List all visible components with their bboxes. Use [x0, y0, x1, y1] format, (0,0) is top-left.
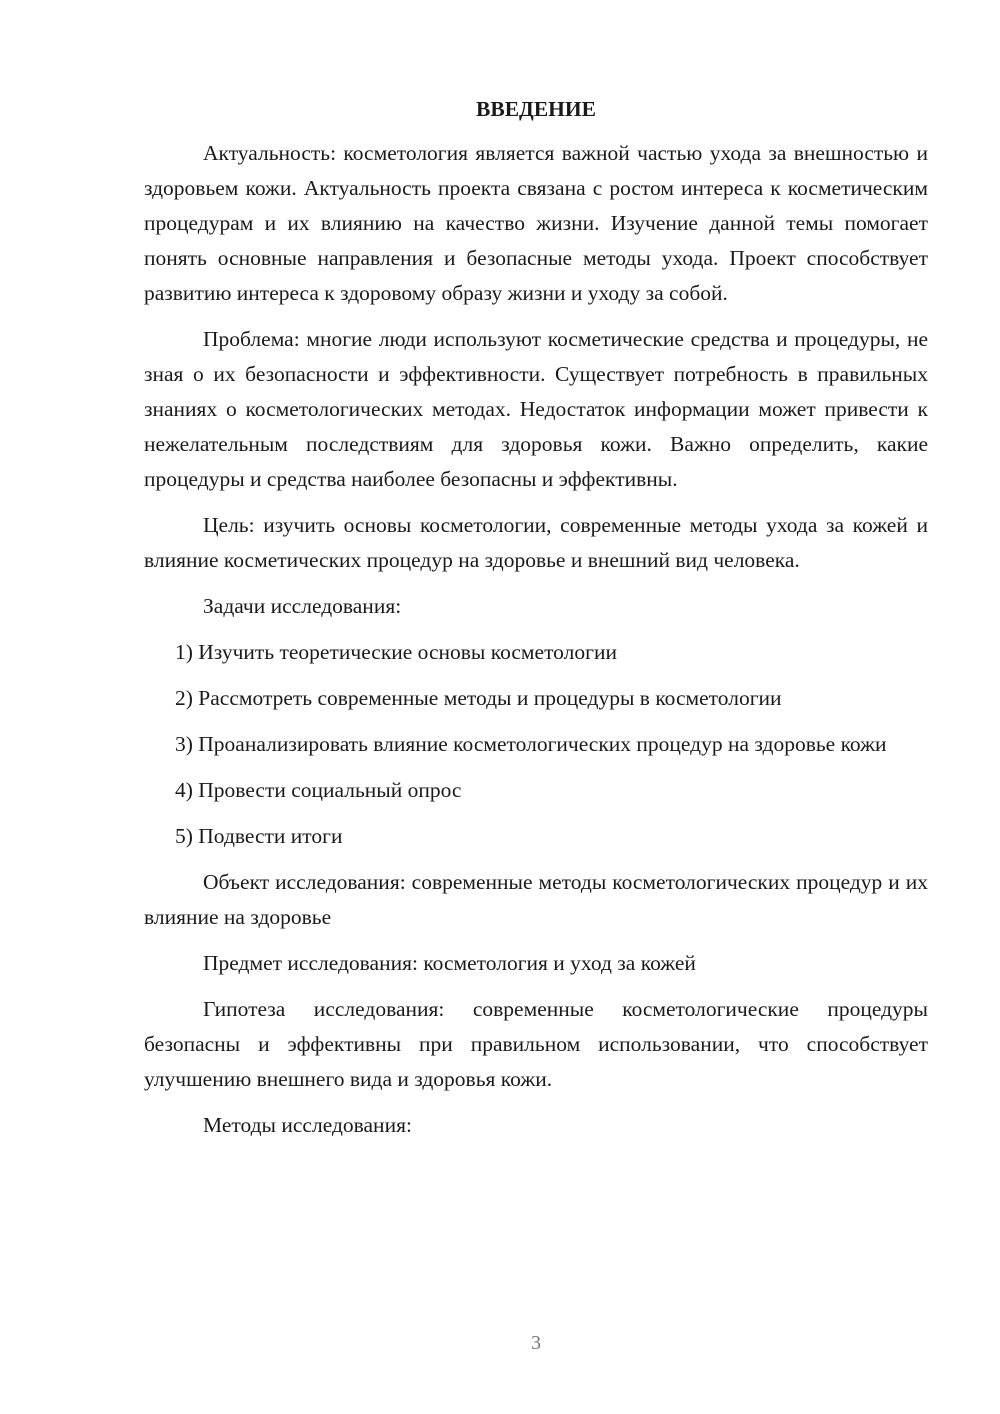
methods-heading: Методы исследования: — [203, 1113, 412, 1137]
relevance-paragraph: Актуальность: косметология является важной частью ухода за внешностью и здоровьем кожи. Актуальность проекта связана с ростом интереса к косметическим процедурам и их влиянию на качество жизни. Изучение данной темы помогает понять основные направления и безопасные методы ухода. Проект способствует развитию интереса к здоровому образу жизни и уходу за собой. — [144, 141, 928, 305]
page-content — [144, 92, 928, 1154]
task-item: 5) Подвести итоги — [175, 824, 343, 848]
hypothesis-paragraph: Гипотеза исследования: современные косметологические процедуры безопасны и эффективны при правильном использовании, что способствует улучшению внешнего вида и здоровья кожи. — [144, 997, 928, 1091]
task-item: 2) Рассмотреть современные методы и процедуры в косметологии — [175, 686, 782, 710]
subject-paragraph: Предмет исследования: косметология и уход за кожей — [203, 951, 696, 975]
problem-paragraph: Проблема: многие люди используют косметические средства и процедуры, не зная о их безопасности и эффективности. Существует потребность в правильных знаниях о косметологических методах. Недостаток информации может привести к нежелательным последствиям для здоровья кожи. Важно определить, какие процедуры и средства наиболее безопасны и эффективны. — [144, 327, 928, 491]
page-title: ВВЕДЕНИЕ — [476, 97, 596, 121]
task-item: 3) Проанализировать влияние косметологических процедур на здоровье кожи — [175, 732, 887, 756]
task-item: 1) Изучить теоретические основы косметологии — [175, 640, 617, 664]
tasks-heading: Задачи исследования: — [203, 594, 402, 618]
object-paragraph: Объект исследования: современные методы косметологических процедур и их влияние на здоровье — [144, 870, 928, 929]
goal-paragraph: Цель: изучить основы косметологии, современные методы ухода за кожей и влияние косметических процедур на здоровье и внешний вид человека. — [144, 513, 928, 572]
page-number: 3 — [531, 1332, 541, 1354]
task-item: 4) Провести социальный опрос — [175, 778, 462, 802]
